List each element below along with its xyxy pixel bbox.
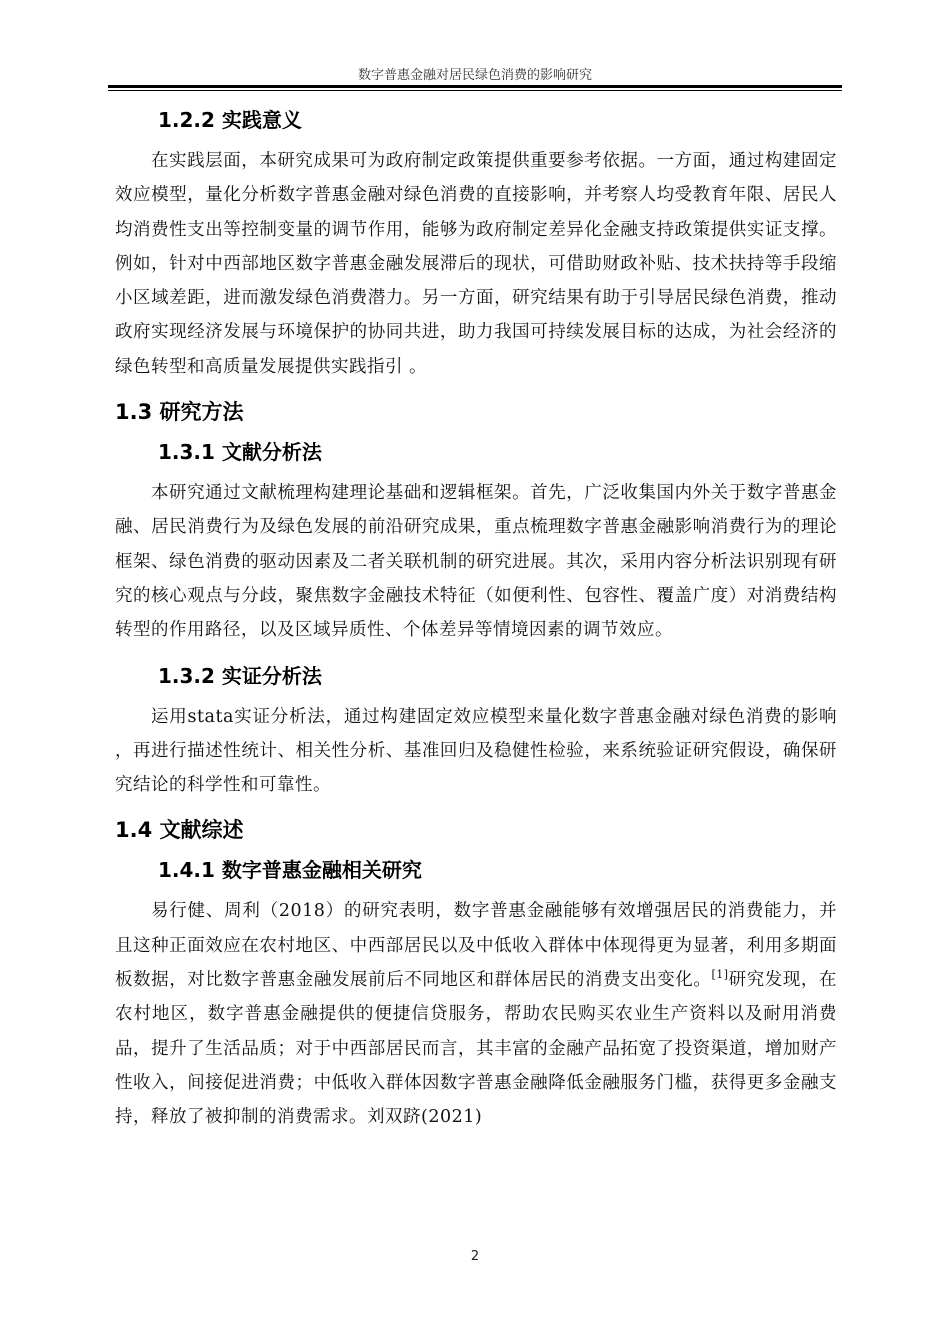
paragraph-part-1: 易行健、周利（2018）的研究表明，数字普惠金融能够有效增强居民的消费能力，并且这种正面效应在农村地区、中西部居民以及中低收入群体中体现得更为显著，利用多期面板数据，对比数字普惠金融发展前后不同地区和群体居民的消费支出变化。 bbox=[115, 901, 837, 991]
citation-marker: [1] bbox=[711, 968, 729, 982]
paragraph-literature-analysis: 本研究通过文献梳理构建理论基础和逻辑框架。首先，广泛收集国内外关于数字普惠金融、居民消费行为及绿色发展的前沿研究成果，重点梳理数字普惠金融影响消费行为的理论框架、绿色消费的驱动因素及二者关联机制的研究进展。其次，采用内容分析法识别现有研究的核心观点与分歧，聚焦数字金融技术特征（如便利性、包容性、覆盖广度）对消费结构转型的作用路径，以及区域异质性、个体差异等情境因素的调节效应。 bbox=[115, 483, 837, 641]
heading-1-4: 1.4 文献综述 bbox=[115, 818, 244, 843]
running-header-title: 数字普惠金融对居民绿色消费的影响研究 bbox=[357, 68, 592, 83]
heading-1-4-1: 1.4.1 数字普惠金融相关研究 bbox=[158, 858, 422, 883]
header-rule-thick bbox=[108, 85, 842, 88]
paragraph-digital-finance-research bbox=[115, 894, 837, 1134]
paragraph-practical-significance: 在实践层面，本研究成果可为政府制定政策提供重要参考依据。一方面，通过构建固定效应模型，量化分析数字普惠金融对绿色消费的直接影响，并考察人均受教育年限、居民人均消费性支出等控制变量的调节作用，能够为政府制定差异化金融支持政策提供实证支撑。例如，针对中西部地区数字普惠金融发展滞后的现状，可借助财政补贴、技术扶持等手段缩小区域差距，进而激发绿色消费潜力。另一方面，研究结果有助于引导居民绿色消费，推动政府实现经济发展与环境保护的协同共进，助力我国可持续发展目标的达成，为社会经济的绿色转型和高质量发展提供实践指引 。 bbox=[115, 151, 837, 377]
header-rule-thin bbox=[108, 90, 842, 91]
heading-1-2-2: 1.2.2 实践意义 bbox=[158, 108, 302, 132]
page-number: 2 bbox=[470, 1249, 480, 1264]
heading-1-3: 1.3 研究方法 bbox=[115, 400, 244, 425]
paragraph-empirical-analysis: 运用stata实证分析法，通过构建固定效应模型来量化数字普惠金融对绿色消费的影响 ，再进行描述性统计、相关性分析、基准回归及稳健性检验，来系统验证研究假设，确保研究结论的科学性和可靠性。 bbox=[115, 706, 837, 796]
heading-1-3-2: 1.3.2 实证分析法 bbox=[158, 663, 322, 688]
paragraph-part-2: 研究发现，在农村地区，数字普惠金融提供的便捷信贷服务，帮助农民购买农业生产资料以及耐用消费品，提升了生活品质；对于中西部居民而言，其丰富的金融产品拓宽了投资渠道，增加财产性收入，间接促进消费；中低收入群体因数字普惠金融降低金融服务门槛，获得更多金融支持，释放了被抑制的消费需求。刘双跻(2021) bbox=[115, 970, 838, 1128]
page-body bbox=[115, 100, 837, 1135]
heading-1-3-1: 1.3.1 文献分析法 bbox=[158, 440, 322, 465]
